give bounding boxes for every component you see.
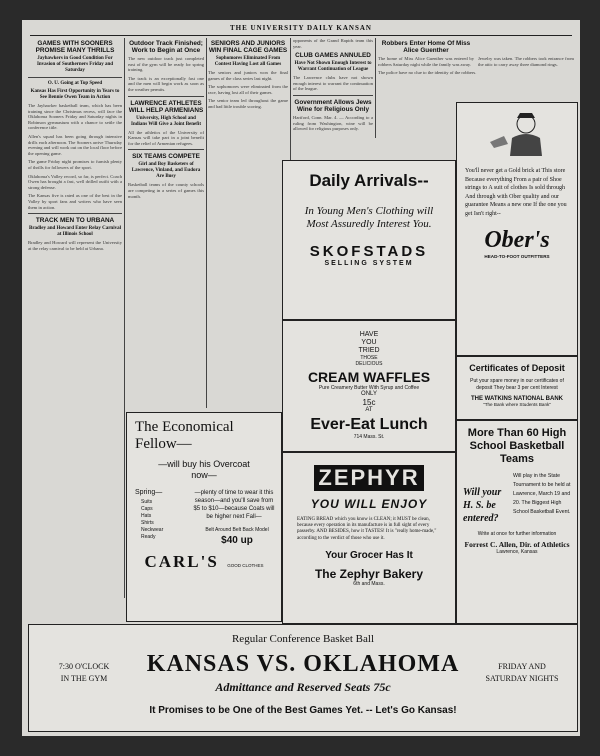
ad-zephyr-bakery — [282, 452, 456, 624]
subhead-ou: O. U. Going at Top Speed — [47, 81, 103, 86]
article-text: The Jayhawker basketball team, which has been training since the Christmas recess, will face the Oklahoma Sooners Friday and Saturday nights in Robinson gymnasium with a chance to settle the conference title. — [28, 103, 122, 131]
article-text: The senior team led throughout the game and had little trouble scoring. — [208, 98, 288, 109]
article-text: Jewelry was taken. The robbers took entrance from the attic to carry away three diamond rings. — [478, 56, 574, 67]
ad-skofstads — [282, 160, 456, 320]
headline-wine: Government Allows Jews Wine for Religious Only — [294, 98, 372, 113]
ad-kansas-oklahoma-game — [28, 624, 578, 732]
ad-watkins-bank — [456, 356, 578, 420]
ad-belt: Belt Around Belt Back Model — [205, 527, 269, 533]
ad-text: HAVE — [359, 331, 379, 338]
ad-title: The Economical Fellow— — [135, 419, 234, 452]
article-text: The track is an exceptionally fast one and the men will begin work as soon as the weather permits. — [128, 75, 204, 92]
headline-armenians: LAWRENCE ATHLETES WILL HELP ARMENIANS — [128, 99, 204, 114]
ad-item: Suits — [141, 499, 153, 505]
masthead: THE UNIVERSITY DAILY KANSAN — [230, 24, 372, 32]
ad-obers — [456, 102, 578, 356]
ad-logo: SKOFSTADS — [309, 243, 429, 260]
ad-obers-logo: Ober's — [484, 226, 550, 253]
ad-line: —will buy his Overcoat now— — [158, 459, 250, 480]
ad-text: Pure Creamery Butter With Syrup and Coffee — [318, 385, 420, 391]
ad-top-line: Regular Conference Basket Ball — [231, 633, 375, 645]
article-text: The sophomores were eliminated from the race, having lost all of their games. — [208, 84, 288, 95]
column-sports-3 — [208, 38, 288, 178]
ad-address: 6th and Mass. — [353, 580, 385, 587]
subhead-interest: Have Not Shown Enough Interest to Warrant Continuation of League — [294, 61, 372, 73]
article-text: The game Friday night promises to furnish plenty of thrills for followers of the sport. — [28, 159, 122, 170]
ad-city: Lawrence, Kansas — [496, 549, 538, 555]
article-text: Hartford, Conn. Mar. 4. — According to a ruling from Washington, wine will be allowed for religious purposes only. — [293, 114, 373, 132]
subhead-first-opportunity: Kansas Has First Opportunity in Years to See Bennie Owen Team in Action — [30, 89, 120, 100]
ad-nights — [467, 661, 577, 685]
ad-matchup: KANSAS VS. OKLAHOMA — [146, 651, 460, 677]
ad-text: THOSE — [360, 355, 378, 361]
ad-bank-name: THE WATKINS NATIONAL BANK — [471, 396, 563, 402]
ad-text: ONLY — [361, 391, 377, 397]
article-text: All the athletics of the University of Kansas will take part in a joint benefit for the relief of Armenian refugees. — [128, 129, 204, 146]
subhead-jayhawkers: Jayhawkers in Good Condition For Invasion of Southerners Friday and Saturday — [36, 56, 114, 73]
article-text: The police have no clue to the identity of the robbers. — [378, 70, 477, 76]
ad-item: CREAM WAFFLES — [307, 369, 431, 385]
article-text: opponents of the Grand Rapids team this year. — [293, 38, 373, 49]
headline-outdoor-track: Outdoor Track Finished; Work to Begin at Once — [129, 40, 203, 54]
ad-text: TRIED — [358, 347, 380, 354]
ad-question: Will your H. S. be entered? — [463, 487, 502, 524]
ad-nights-2: SATURDAY NIGHTS — [485, 674, 559, 683]
subhead-benefit: University, High School and Indians Will Give a Joint Benefit — [131, 115, 201, 127]
column-sports-2 — [128, 38, 204, 423]
headline-club-games: CLUB GAMES ANNULED — [295, 52, 371, 60]
headline-sooners: GAMES WITH SOONERS PROMISE MANY THRILLS — [35, 40, 115, 54]
ad-item: Caps — [141, 506, 153, 512]
article-text: The new outdoor track just completed east of the gym will be ready for spring training. — [128, 56, 204, 73]
ad-headline: More Than 60 High School Basketball Teams — [467, 427, 567, 465]
ad-zephyr-logo: ZEPHYR — [314, 465, 424, 491]
article-text: The seniors and juniors won the final games of the class series last night. — [208, 70, 288, 81]
ad-ever-eat-lunch — [282, 320, 456, 452]
ad-carls — [126, 412, 282, 622]
ad-item: Neckwear — [141, 527, 164, 533]
ad-carls-logo: CARL'S — [144, 552, 219, 571]
ad-logo-sub: SELLING SYSTEM — [324, 260, 414, 267]
ad-state-tournament — [456, 420, 578, 624]
ad-details: Will play in the State Tournament to be held at Lawrence, March 19 and 20. The Biggest High School Basketball Event. — [513, 473, 571, 515]
ad-title: Certificates of Deposit — [469, 363, 565, 373]
ad-name: Forrest C. Allen, Dir. of Athletics — [464, 540, 570, 549]
article-text: Oklahoma's Valley record, so far, is perfect. Coach Owen has brought a fast, well drilled outfit with a strong defense. — [28, 173, 122, 190]
ad-obers-tag: HEAD-TO-FOOT OUTFITTERS — [484, 253, 550, 259]
illustration — [457, 103, 577, 163]
ad-nights-1: FRIDAY AND — [498, 662, 546, 671]
subhead-relay: Bradley and Howard Enter Relay Carnival at Illinois School — [29, 226, 121, 238]
ad-slogan: YOU WILL ENJOY — [310, 497, 428, 511]
ad-time-2: IN THE GYM — [60, 674, 108, 683]
article-text: The home of Miss Alice Guenther was entered by robbers Saturday night while the family was away. — [378, 56, 474, 67]
masthead-rule — [30, 35, 572, 36]
headline-six-teams: SIX TEAMS COMPETE — [132, 153, 200, 161]
headline-robbers: Robbers Enter Home Of Miss Alice Guenther — [381, 40, 471, 54]
headline-seniors-juniors: SENIORS AND JUNIORS WIN FINAL CAGE GAMES — [208, 40, 288, 54]
ad-name: Ever-Eat Lunch — [310, 416, 428, 433]
ad-body: Put your spare money in our certificates of deposit They bear 3 per cent Interest — [470, 378, 564, 391]
ad-tagline: It Promises to be One of the Best Games Yet. -- Let's Go Kansas! — [149, 705, 457, 716]
subhead-girl-boy: Girl and Boy Basketers of Lawrence, Vinland, and Eudora Are Busy — [131, 162, 201, 180]
ad-body: You'll never get a Gold brick at This store Because everything From a pair of Shoe strings to A suit of clothes Is sold through And through with Ober quality and our guarantee Means a new one If the one you get Isn't right-- — [465, 168, 567, 217]
man-illustration-icon — [482, 108, 552, 158]
ad-spring: Spring— — [135, 489, 163, 496]
headline-track-men: TRACK MEN TO URBANA — [35, 217, 115, 225]
ad-price: 15c — [362, 398, 376, 407]
article-text: Basketball teams of the county schools are competing in a series of games this month. — [128, 182, 204, 199]
ad-text: YOU — [361, 339, 377, 346]
ad-time-1: 7:30 O'CLOCK — [58, 662, 110, 671]
ad-bakery: The Zephyr Bakery — [314, 566, 424, 581]
ad-text: DELICIOUS — [355, 361, 383, 367]
article-text: Allen's squad has been going through intensive drills each afternoon. The Sooners arrive Thursday evening and will work out on the local floor before the opening game. — [28, 133, 122, 156]
ad-body: —plenty of time to wear it this season—and you'll save from $5 to $10—because Coats will be higher next Fall— — [193, 490, 275, 520]
column-news-4 — [293, 38, 373, 173]
ad-price: $40 up — [221, 535, 253, 546]
ad-bank-tag: "The Bank where Students Bank" — [483, 402, 551, 407]
column-sports-1 — [28, 38, 122, 608]
article-text: The Lawrence clubs have not shown enough interest to warrant the continuation of the league. — [293, 75, 373, 92]
subhead-sophomores: Sophomores Eliminated From Contest Having Lost all Games — [214, 56, 282, 67]
ad-title: Daily Arrivals-- — [309, 171, 429, 190]
article-text: The Kansas five is rated as one of the best in the Valley by sport fans and writers who have seen them in action. — [28, 193, 122, 210]
ad-admittance: Admittance and Reserved Seats 75c — [215, 680, 391, 694]
ad-grocer: Your Grocer Has It — [325, 549, 413, 561]
ad-write: Write at once for further information — [477, 531, 557, 537]
ad-item-list — [135, 499, 193, 534]
ad-body: EATING BREAD which you know is CLEAN; it MUST be clean, because every operation in its manufacture is in full sight of every passerby. AND BESIDES, how it TASTES! It is "really home-made," according to the verdict of those who use it. — [297, 517, 437, 541]
article-text: Bradley and Howard will represent the University at the relay carnival to be held at Urbana. — [28, 240, 122, 251]
newspaper-page — [22, 20, 580, 736]
ad-time — [29, 661, 139, 685]
ad-item: Hats — [141, 513, 152, 519]
ad-address: 714 Mass. St. — [353, 434, 385, 440]
ad-text: AT — [365, 407, 373, 413]
ad-body: In Young Men's Clothing will Most Assuredly Interest You. — [304, 205, 434, 230]
ad-item: Shirts — [141, 520, 154, 526]
ad-ready: Ready — [141, 534, 156, 540]
ad-carls-sub: GOOD CLOTHES — [227, 563, 264, 568]
